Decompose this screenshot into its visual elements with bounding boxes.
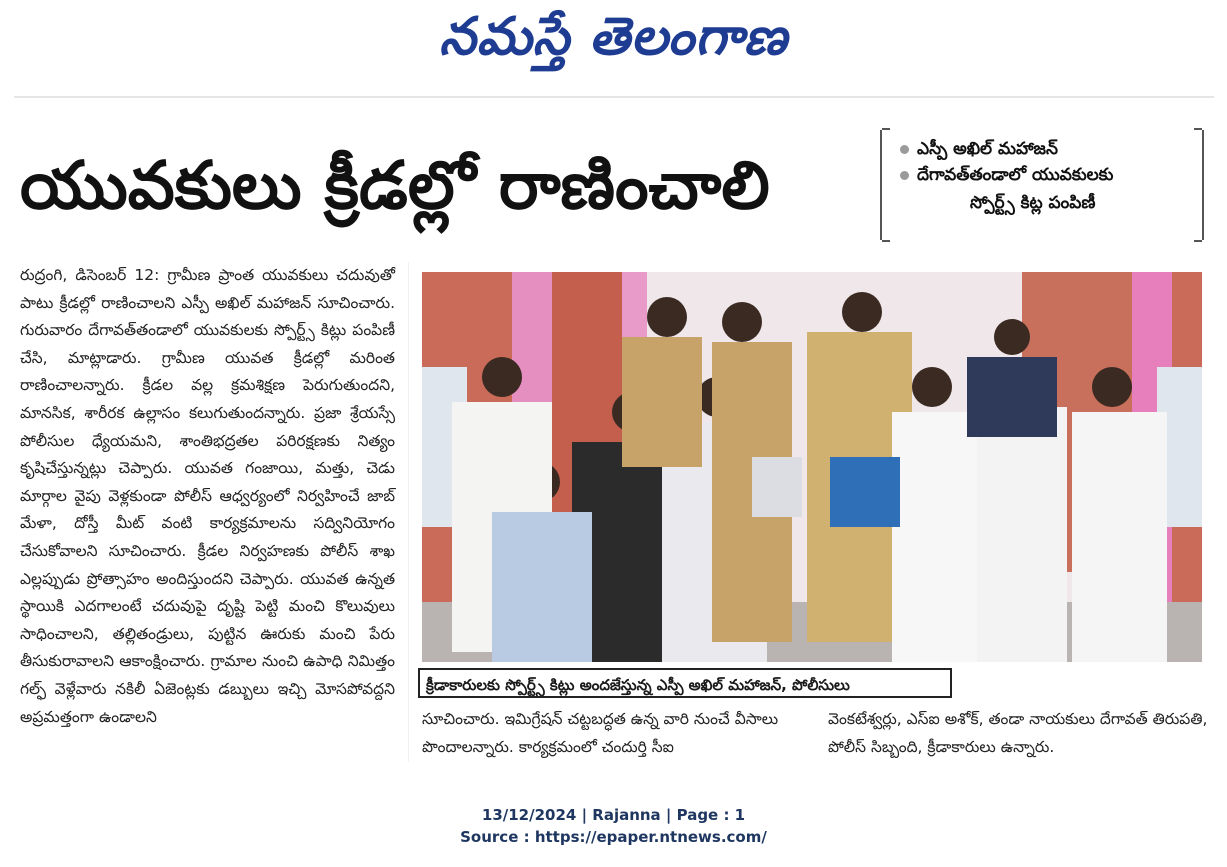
newspaper-masthead: నమస్తే తెలంగాణ bbox=[439, 6, 788, 67]
column-divider bbox=[408, 262, 409, 762]
article-paragraph: రుద్రంగి, డిసెంబర్ 12: గ్రామీణ ప్రాంత యువకులు చదువుతో పాటు క్రీడల్లో రాణించాలని ఎస్పీ అఖిల్ మహాజన్ సూచించారు. గురువారం దేగావత్‌తండాలో యువకులకు స్పోర్ట్స్ కిట్లు పంపిణీ చేసి, మాట్లాడారు. గ్రామీణ యువత క్రీడల్లో మరింత రాణించాలన్నారు. క్రీడల వల్ల క్రమశిక్షణ పెరుగుతుందని, మానసిక, శారీరక ఉల్లాసం కలుగుతుందన్నారు. ప్రజా శ్రేయస్సే పోలీసుల ధ్యేయమని, శాంతిభద్రతల పరిరక్షణకు నిత్యం కృషిచేస్తున్నట్లు చెప్పారు. యువత గంజాయి, మత్తు, చెడు మార్గాల వైపు వెళ్లకుండా పోలీస్ ఆధ్వర్యంలో నిర్వహించే జాబ్ మేళా, దోస్తీ మీట్ వంటి కార్యక్రమాలను సద్వినియోగం చేసుకోవాలని సూచించారు. క్రీడల నిర్వహణకు పోలీస్ శాఖ ఎల్లప్పుడు ప్రోత్సాహం అందిస్తుందని చెప్పారు. యువత ఉన్నత స్థాయికి ఎదగాలంటే చదువుపై దృష్టి పెట్టి మంచి కొలువులు సాధించాలని, తల్లితండ్రులు, పుట్టిన ఊరుకు మంచి పేరు తీసుకురావాలని ఆకాంక్షించారు. గ్రామాల నుంచి ఉపాధి నిమిత్తం గల్ఫ్ వెళ్లేవారు నకిలీ ఏజెంట్లకు డబ్బులు ఇచ్చి మోసపోవద్దని అప్రమత్తంగా ఉండాలని bbox=[20, 266, 395, 726]
summary-point-continuation: స్పోర్ట్స్ కిట్ల పంపిణీ bbox=[970, 193, 1096, 213]
footer-date-edition: 13/12/2024 | Rajanna | Page : 1 bbox=[481, 806, 746, 824]
article-body-column-3 bbox=[828, 706, 1208, 761]
article-paragraph: సూచించారు. ఇమిగ్రేషన్ చట్టబద్ధత ఉన్న వారి నుంచే వీసాలు పొందాలన్నారు. కార్యక్రమంలో చందుర్తి సీఐ bbox=[422, 710, 779, 756]
summary-point: ఎస్పీ అఖిల్ మహాజన్ bbox=[900, 136, 1192, 162]
article-body-column-1 bbox=[20, 262, 395, 762]
bullet-icon bbox=[900, 145, 909, 154]
photo-caption: క్రీడాకారులకు స్పోర్ట్స్ కిట్లు అందజేస్తున్న ఎస్పీ అఖిల్ మహాజన్, పోలీసులు bbox=[418, 668, 952, 698]
summary-point: దేగావత్‌తండాలో యువకులకు bbox=[900, 162, 1192, 188]
article-headline: యువకులు క్రీడల్లో రాణించాలి bbox=[20, 147, 770, 224]
footer-source: Source : https://epaper.ntnews.com/ bbox=[460, 828, 767, 846]
article-paragraph: వెంకటేశ్వర్లు, ఎస్ఐ అశోక్, తండా నాయకులు దేగావత్ తిరుపతి, పోలీస్ సిబ్బంది, క్రీడాకారులు ఉన్నారు. bbox=[828, 710, 1208, 756]
article-body-column-2 bbox=[422, 706, 807, 761]
article-summary-box bbox=[880, 130, 1204, 240]
bullet-icon bbox=[900, 171, 909, 180]
article-photo bbox=[422, 272, 1202, 662]
masthead-divider bbox=[14, 96, 1214, 98]
